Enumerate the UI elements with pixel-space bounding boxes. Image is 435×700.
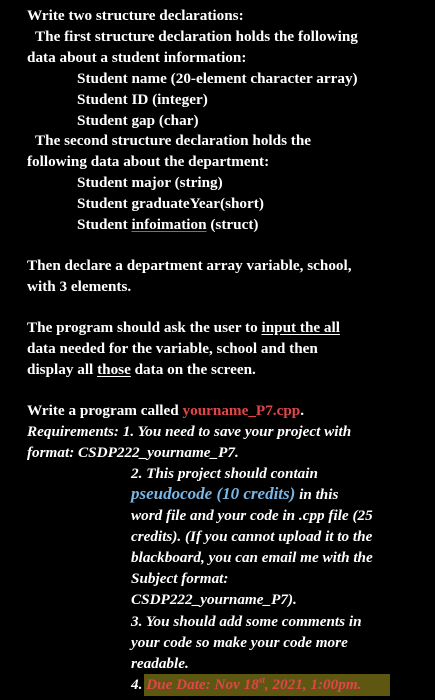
requirement-item: your code so make your code more xyxy=(131,634,348,651)
text-span: data on the screen. xyxy=(130,361,256,378)
text-span: Write a program called xyxy=(27,402,183,419)
requirement-item: readable. xyxy=(131,655,189,672)
requirement-item: credits). (If you cannot upload it to the xyxy=(131,528,373,545)
text-line xyxy=(27,401,304,421)
text-line: The second structure declaration holds the xyxy=(35,132,312,149)
text-line xyxy=(27,318,340,338)
underlined-text: input the all xyxy=(261,319,340,336)
requirement-item: 2. This project should contain xyxy=(131,465,318,482)
filename-text: yourname_P7.cpp xyxy=(182,402,301,419)
misspelled-word: infoimation xyxy=(131,216,207,233)
text-span: in this xyxy=(295,486,339,503)
text-span: (struct) xyxy=(206,216,259,233)
due-date-text xyxy=(146,676,361,693)
requirement-item: blackboard, you can email me with the xyxy=(131,549,373,566)
field-line: Student ID (integer) xyxy=(77,91,208,108)
requirement-item: word file and your code in .cpp file (25 xyxy=(131,507,373,524)
due-date-superscript: st xyxy=(258,674,265,685)
due-date-part: Due Date: Nov 18 xyxy=(146,676,259,693)
text-panel xyxy=(18,0,420,700)
field-line: Student graduateYear(short) xyxy=(77,195,264,212)
requirements-line: Requirements: 1. You need to save your project with xyxy=(27,423,352,440)
text-span: Student xyxy=(77,216,132,233)
text-span: The program should ask the user to xyxy=(27,319,262,336)
field-line: Student name (20-element character array) xyxy=(77,70,358,87)
text-line: The first structure declaration holds the following xyxy=(35,28,358,45)
text-span: . xyxy=(300,402,305,419)
due-date-line xyxy=(131,675,361,695)
field-line: Student gap (char) xyxy=(77,112,199,129)
requirement-item: 3. You should add some comments in xyxy=(131,613,362,630)
field-line xyxy=(77,215,258,235)
requirement-item: CSDP222_yourname_P7). xyxy=(131,591,297,608)
text-line: Then declare a department array variable, school, xyxy=(27,257,352,274)
text-line: data about a student information: xyxy=(27,49,247,66)
text-span: display all xyxy=(27,361,98,378)
text-line: following data about the department: xyxy=(27,153,270,170)
item-number: 4. xyxy=(131,676,147,693)
heading-line: Write two structure declarations: xyxy=(27,7,244,24)
requirements-line: format: CSDP222_yourname_P7. xyxy=(27,444,239,461)
text-line: data needed for the variable, school and then xyxy=(27,340,318,357)
due-date-part: , 2021, 1:00pm. xyxy=(264,676,362,693)
text-line xyxy=(27,360,256,380)
requirement-item: Subject format: xyxy=(131,570,229,587)
field-line: Student major (string) xyxy=(77,174,223,191)
pseudocode-text: pseudocode (10 credits) xyxy=(131,484,296,503)
text-line: with 3 elements. xyxy=(27,278,132,295)
requirement-item xyxy=(131,484,338,505)
underlined-text: those xyxy=(97,361,131,378)
